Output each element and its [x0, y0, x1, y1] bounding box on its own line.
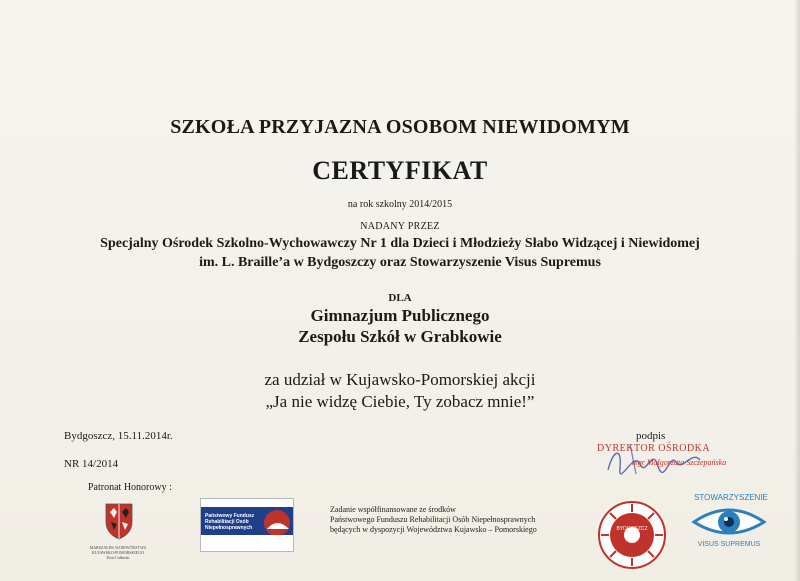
- action-line-1: za udział w Kujawsko-Pomorskiej akcji: [264, 370, 536, 389]
- paper-edge: [794, 0, 800, 581]
- visus-bottom-text: VISUS SUPREMUS: [697, 541, 761, 548]
- certificate-number: NR 14/2014: [64, 458, 119, 470]
- recipient-line-1: Gimnazjum Publicznego: [310, 306, 490, 325]
- badge-text: BYDGOSZCZ: [616, 526, 648, 532]
- issuer-line-2: im. L. Braille’a w Bydgoszczy oraz Stowarzyszenie Visus Supremus: [199, 255, 601, 270]
- recipient-line-2: Zespołu Szkół w Grabkowie: [298, 327, 502, 346]
- school-title: SZKOŁA PRZYJAZNA OSOBOM NIEWIDOMYM: [170, 116, 630, 138]
- pfron-logo: [200, 498, 294, 552]
- director-name: mgr Małgorzata Szczepańska: [632, 458, 727, 467]
- school-badge-icon: [597, 500, 667, 570]
- pfron-text: Państwowy Fundusz Rehabilitacji Osób Niepełnosprawnych: [205, 513, 255, 531]
- for-label: DLA: [388, 292, 412, 304]
- coat-of-arms-icon: [104, 502, 134, 540]
- awarded-by-label: NADANY PRZEZ: [360, 221, 440, 232]
- patronage-label: Patronat Honorowy :: [88, 482, 172, 493]
- signature-label: podpis: [636, 430, 666, 442]
- marshal-text: MARSZAŁEK WOJEWÓDZTWA KUJAWSKO-POMORSKIEGO Piotr Całbecki: [89, 545, 147, 560]
- issuer-line-1: Specjalny Ośrodek Szkolno-Wychowawczy Nr 1 dla Dzieci i Młodzieży Słabo Widzącej i Niewidomej: [100, 236, 700, 251]
- visus-supremus-eye-icon: [684, 486, 774, 550]
- director-title: DYREKTOR OŚRODKA: [597, 443, 711, 454]
- funding-note: Zadanie współfinansowane ze środków Państwowego Funduszu Rehabilitacji Osób Niepełnosprawnych będących w dyspozycji Województwa Kujawsko – Pomorskiego: [330, 505, 537, 534]
- certificate-title: CERTYFIKAT: [312, 156, 488, 185]
- place-date: Bydgoszcz, 15.11.2014r.: [64, 430, 173, 442]
- visus-top-text: STOWARZYSZENIE: [694, 493, 768, 502]
- school-year: na rok szkolny 2014/2015: [347, 199, 453, 210]
- action-line-2: „Ja nie widzę Ciebie, Ty zobacz mnie!”: [265, 392, 535, 411]
